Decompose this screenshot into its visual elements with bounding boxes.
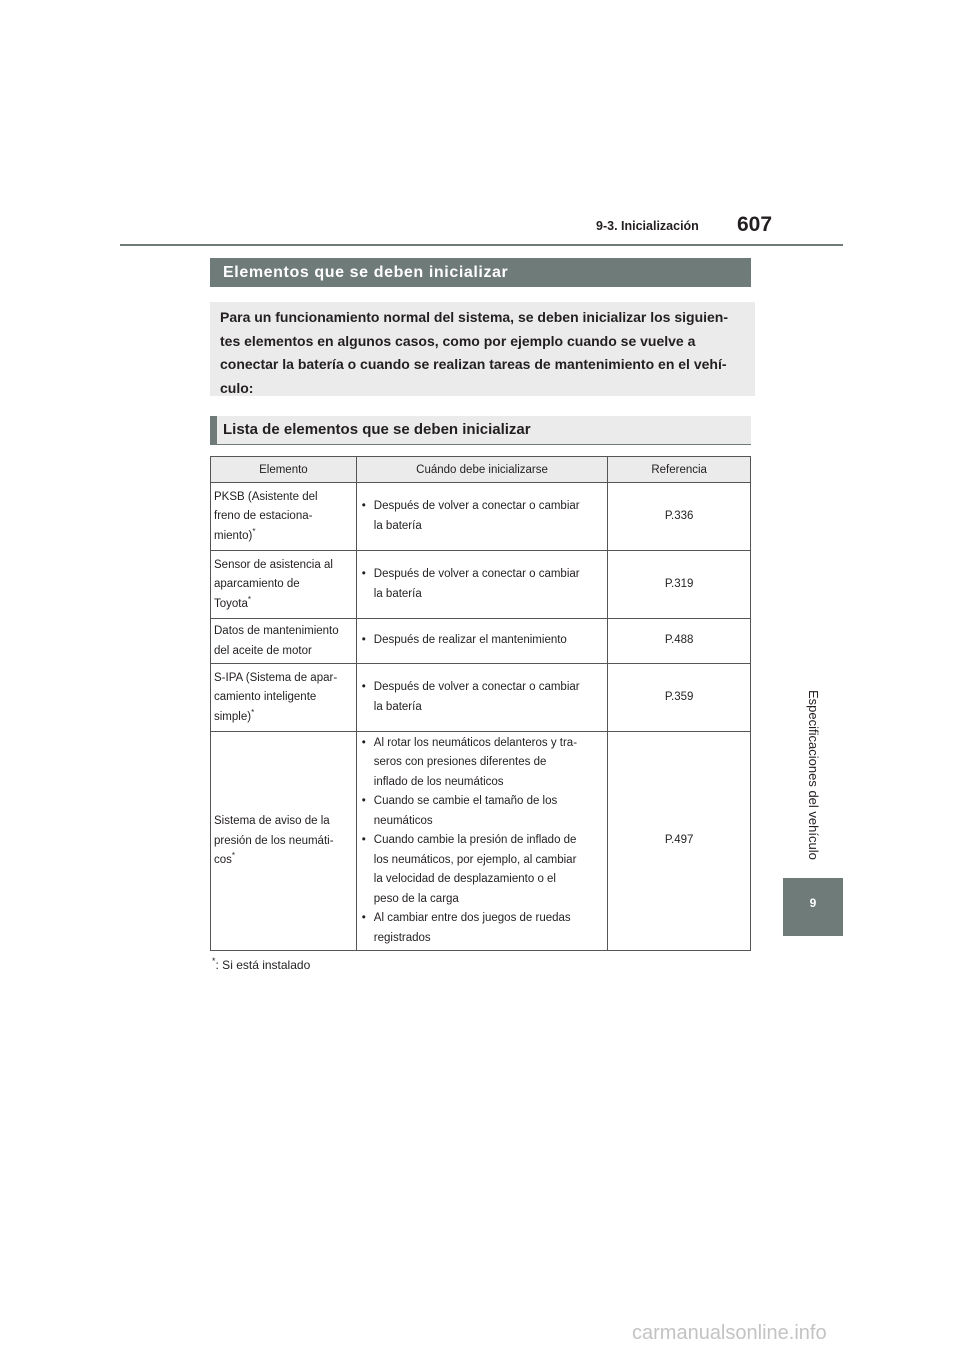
intro-line: culo:: [220, 379, 254, 396]
element-line: simple): [214, 710, 252, 723]
when-line: neumáticos: [373, 814, 433, 827]
reference-cell: P.497: [608, 732, 751, 951]
element-cell: [211, 483, 357, 551]
when-line: la batería: [373, 519, 422, 532]
footnote: [212, 958, 310, 972]
element-line: Sistema de aviso de la: [214, 815, 330, 828]
when-item: [362, 631, 604, 651]
header-when: Cuándo debe inicializarse: [356, 457, 608, 483]
footnote-mark: *: [251, 707, 255, 717]
footnote-mark: *: [212, 956, 216, 966]
intro-line: tes elementos en algunos casos, como por ejemplo cuando se vuelve a: [220, 332, 696, 349]
table-row: [211, 664, 751, 732]
when-cell: [356, 551, 608, 619]
chapter-side-label: Especificaciones del vehículo: [806, 690, 821, 860]
when-line: la batería: [373, 587, 422, 600]
intro-text: [220, 306, 745, 400]
when-item: [362, 909, 604, 948]
when-cell: [356, 664, 608, 732]
when-cell: [356, 619, 608, 664]
intro-box: [210, 302, 755, 396]
when-item: [362, 497, 604, 536]
when-line: seros con presiones diferentes de: [373, 756, 547, 769]
main-heading: Elementos que se deben inicializar: [210, 258, 751, 287]
when-line: registrados: [373, 931, 431, 944]
when-line: Después de volver a conectar o cambiar: [373, 681, 580, 693]
reference-cell: P.336: [608, 483, 751, 551]
element-cell: [211, 664, 357, 732]
footnote-mark: *: [231, 851, 236, 861]
reference-cell: P.488: [608, 619, 751, 664]
element-cell: [211, 732, 357, 951]
element-line: Sensor de asistencia al: [214, 558, 333, 571]
element-line: camiento inteligente: [214, 691, 317, 704]
footnote-text: : Si está instalado: [215, 958, 311, 972]
element-line: cos: [214, 854, 232, 867]
element-line: Datos de mantenimiento: [214, 625, 339, 637]
footnote-mark: *: [252, 526, 256, 536]
intro-line: conectar la batería o cuando se realizan tareas de mantenimiento en el vehí-: [220, 356, 727, 372]
table-row: [211, 732, 751, 951]
element-line: freno de estaciona-: [214, 510, 313, 523]
header-reference: Referencia: [608, 457, 751, 483]
watermark: carmanualsonline.info: [632, 1322, 827, 1344]
footnote-mark: *: [247, 594, 252, 604]
sub-heading-underline: [210, 444, 751, 445]
when-item: [362, 792, 604, 831]
table-row: [211, 551, 751, 619]
chapter-number: 9: [809, 896, 817, 910]
intro-line: Para un funcionamiento normal del sistema, se deben inicializar los siguien-: [220, 309, 729, 325]
element-line: aparcamiento de: [214, 578, 300, 591]
sub-heading: Lista de elementos que se deben inicializar: [210, 416, 751, 445]
header-element: Elemento: [211, 457, 357, 483]
element-cell: [211, 619, 357, 664]
when-item: [362, 678, 604, 717]
header-rule: [120, 244, 843, 246]
when-line: Cuando cambie la presión de inflado de: [373, 834, 577, 847]
table-row: [211, 483, 751, 551]
element-line: miento): [214, 529, 253, 542]
section-reference: 9-3. Inicialización: [596, 219, 699, 233]
when-line: peso de la carga: [373, 892, 459, 905]
element-line: presión de los neumáti-: [214, 834, 334, 847]
when-line: Al rotar los neumáticos delanteros y tra-: [373, 736, 578, 749]
element-line: PKSB (Asistente del: [214, 490, 318, 503]
initialization-table: [210, 456, 751, 951]
page-number: 607: [737, 213, 773, 236]
when-cell: [356, 483, 608, 551]
when-cell: [356, 732, 608, 951]
when-line: Cuando se cambie el tamaño de los: [373, 795, 558, 808]
when-line: inflado de los neumáticos: [373, 775, 504, 788]
element-line: Toyota: [214, 597, 248, 610]
table-header-row: [211, 457, 751, 483]
when-item: [362, 831, 604, 909]
when-line: Después de volver a conectar o cambiar: [373, 568, 580, 580]
when-line: Después de realizar el mantenimiento: [373, 634, 567, 647]
when-line: la batería: [373, 700, 422, 713]
element-line: del aceite de motor: [214, 644, 312, 657]
when-line: la velocidad de desplazamiento o el: [373, 873, 556, 886]
when-line: Después de volver a conectar o cambiar: [373, 500, 580, 512]
element-line: S-IPA (Sistema de apar-: [214, 671, 338, 684]
when-item: [362, 734, 604, 793]
reference-cell: P.319: [608, 551, 751, 619]
reference-cell: P.359: [608, 664, 751, 732]
when-line: Al cambiar entre dos juegos de ruedas: [373, 912, 571, 925]
when-item: [362, 565, 604, 604]
when-line: los neumáticos, por ejemplo, al cambiar: [373, 853, 577, 866]
element-cell: [211, 551, 357, 619]
table-row: [211, 619, 751, 664]
